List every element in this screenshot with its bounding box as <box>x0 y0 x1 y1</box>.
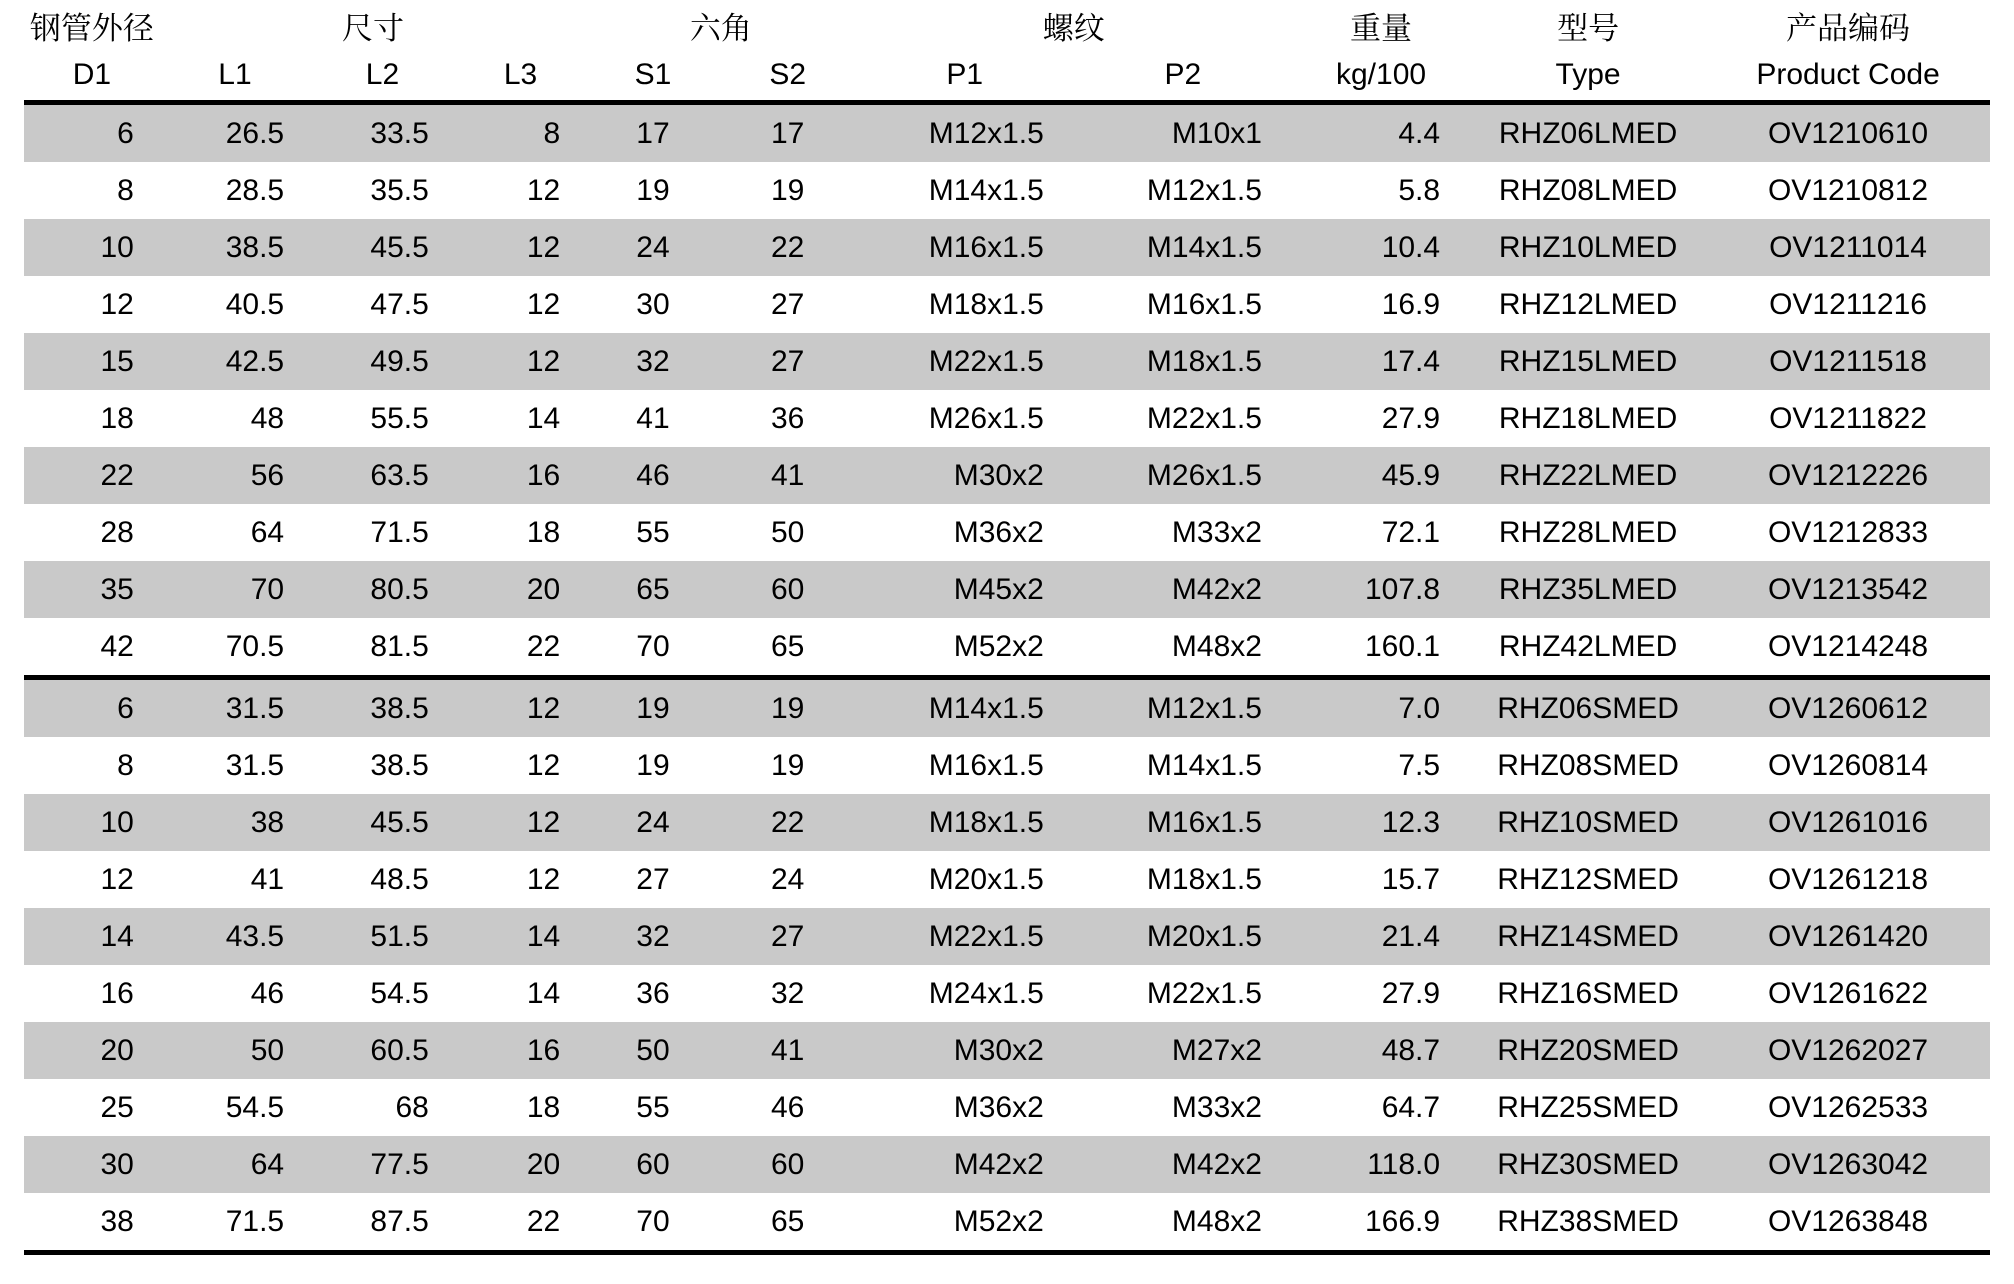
group-header-type: 型号 <box>1557 10 1620 46</box>
cell-p1: M36x2 <box>953 515 1044 549</box>
cell-type: RHZ06LMED <box>1470 103 1706 163</box>
cell-type: RHZ08LMED <box>1498 173 1678 207</box>
group-header-hex: 六角 <box>689 10 752 46</box>
cell-type: RHZ12LMED <box>1498 287 1678 321</box>
cell-weight: 10.4 <box>1292 219 1470 276</box>
cell-weight: 7.5 <box>1398 748 1441 782</box>
cell-s1: 19 <box>636 748 670 782</box>
cell-d1: 30 <box>24 1136 160 1193</box>
cell-l1: 38.5 <box>160 219 310 276</box>
cell-product-code: OV1214248 <box>1767 629 1929 663</box>
cell-s1: 19 <box>586 678 720 738</box>
cell-l3: 18 <box>526 515 561 549</box>
cell-p2: M20x1.5 <box>1074 908 1292 965</box>
cell-product-code: OV1262027 <box>1706 1022 1990 1079</box>
cell-type: RHZ35LMED <box>1470 561 1706 618</box>
cell-s1: 17 <box>586 103 720 163</box>
cell-product-code: OV1211822 <box>1769 401 1927 435</box>
cell-s2: 19 <box>771 748 805 782</box>
cell-d1: 8 <box>117 748 134 782</box>
cell-product-code: OV1260612 <box>1706 678 1990 738</box>
group-header-dimensions: 尺寸 <box>342 10 404 46</box>
cell-weight: 15.7 <box>1381 862 1441 896</box>
cell-weight: 64.7 <box>1381 1090 1441 1124</box>
cell-l1: 41 <box>250 862 285 896</box>
cell-l2: 45.5 <box>310 794 455 851</box>
table-row <box>24 1022 1990 1079</box>
cell-p2: M33x2 <box>1171 515 1262 549</box>
cell-product-code: OV1260814 <box>1767 748 1929 782</box>
cell-s1: 65 <box>586 561 720 618</box>
table-row <box>24 1079 1990 1136</box>
cell-s2: 27 <box>720 908 856 965</box>
cell-p1: M36x2 <box>953 1090 1044 1124</box>
cell-l1: 38 <box>160 794 310 851</box>
cell-l3: 16 <box>455 1022 586 1079</box>
cell-l1: 70.5 <box>225 629 285 663</box>
cell-weight: 5.8 <box>1398 173 1441 207</box>
cell-p1: M22x1.5 <box>856 333 1074 390</box>
cell-l2: 38.5 <box>370 748 429 782</box>
cell-l3: 14 <box>455 908 586 965</box>
cell-l2: 80.5 <box>310 561 455 618</box>
cell-l1: 28.5 <box>225 173 285 207</box>
cell-p2: M22x1.5 <box>1146 976 1262 1010</box>
group-header-outer-diameter: 钢管外径 <box>29 10 154 46</box>
cell-l3: 12 <box>455 794 586 851</box>
cell-d1: 28 <box>100 515 134 549</box>
cell-s2: 24 <box>771 862 805 896</box>
cell-type: RHZ08SMED <box>1497 748 1679 782</box>
cell-s2: 65 <box>720 1193 856 1253</box>
cell-l2: 63.5 <box>310 447 455 504</box>
group-header-weight: 重量 <box>1350 10 1413 46</box>
cell-p1: M45x2 <box>856 561 1074 618</box>
cell-l2: 87.5 <box>310 1193 455 1253</box>
cell-s2: 41 <box>720 447 856 504</box>
cell-product-code: OV1210812 <box>1767 173 1929 207</box>
cell-l3: 12 <box>455 678 586 738</box>
cell-l3: 12 <box>526 173 561 207</box>
cell-type: RHZ30SMED <box>1470 1136 1706 1193</box>
group-header-product-code: 产品编码 <box>1786 10 1911 46</box>
table-row <box>24 219 1990 276</box>
cell-p2: M16x1.5 <box>1146 287 1262 321</box>
specification-table <box>24 0 1990 1255</box>
cell-type: RHZ28LMED <box>1498 515 1678 549</box>
cell-p2: M48x2 <box>1074 1193 1292 1253</box>
table-row <box>24 794 1990 851</box>
cell-s2: 27 <box>720 333 856 390</box>
cell-s2: 36 <box>771 401 805 435</box>
col-header-p1: P1 <box>946 58 984 91</box>
cell-l2: 45.5 <box>310 219 455 276</box>
cell-product-code: OV1210610 <box>1706 103 1990 163</box>
cell-p2: M14x1.5 <box>1074 219 1292 276</box>
table-row <box>24 504 1990 561</box>
table-row <box>24 276 1990 333</box>
cell-l3: 12 <box>455 219 586 276</box>
cell-s1: 60 <box>586 1136 720 1193</box>
cell-p1: M30x2 <box>856 447 1074 504</box>
table-row <box>24 1136 1990 1193</box>
cell-l2: 54.5 <box>370 976 429 1010</box>
cell-d1: 22 <box>24 447 160 504</box>
cell-l2: 33.5 <box>310 103 455 163</box>
cell-product-code: OV1211014 <box>1706 219 1990 276</box>
cell-l2: 38.5 <box>310 678 455 738</box>
cell-l2: 49.5 <box>310 333 455 390</box>
cell-type: RHZ16SMED <box>1497 976 1679 1010</box>
cell-l1: 71.5 <box>160 1193 310 1253</box>
cell-s1: 41 <box>636 401 670 435</box>
cell-d1: 12 <box>100 287 134 321</box>
cell-l1: 64 <box>250 515 285 549</box>
cell-weight: 27.9 <box>1381 401 1441 435</box>
cell-d1: 38 <box>24 1193 160 1253</box>
cell-d1: 10 <box>24 219 160 276</box>
cell-l3: 12 <box>526 287 561 321</box>
cell-d1: 15 <box>24 333 160 390</box>
cell-s1: 24 <box>586 794 720 851</box>
cell-l1: 70 <box>160 561 310 618</box>
cell-l3: 14 <box>526 401 561 435</box>
cell-d1: 6 <box>24 103 160 163</box>
table-row <box>24 447 1990 504</box>
cell-product-code: OV1263848 <box>1706 1193 1990 1253</box>
cell-type: RHZ14SMED <box>1470 908 1706 965</box>
cell-p1: M14x1.5 <box>928 173 1044 207</box>
cell-p1: M26x1.5 <box>928 401 1044 435</box>
cell-p1: M18x1.5 <box>856 794 1074 851</box>
cell-l1: 43.5 <box>160 908 310 965</box>
col-header-d1: D1 <box>72 58 112 91</box>
cell-l3: 22 <box>455 1193 586 1253</box>
cell-s2: 19 <box>771 173 805 207</box>
cell-d1: 42 <box>100 629 134 663</box>
cell-l1: 54.5 <box>225 1090 285 1124</box>
cell-p1: M42x2 <box>856 1136 1074 1193</box>
cell-l2: 35.5 <box>370 173 429 207</box>
col-header-s2: S2 <box>769 58 807 91</box>
cell-p2: M10x1 <box>1074 103 1292 163</box>
col-header-l2: L2 <box>365 58 400 91</box>
sub-header-row <box>24 50 1990 103</box>
cell-type: RHZ18LMED <box>1498 401 1678 435</box>
cell-s1: 24 <box>586 219 720 276</box>
cell-d1: 10 <box>24 794 160 851</box>
col-header-type: Type <box>1555 58 1621 91</box>
cell-weight: 166.9 <box>1292 1193 1470 1253</box>
cell-l2: 71.5 <box>370 515 429 549</box>
table-row <box>24 1193 1990 1253</box>
cell-l3: 20 <box>455 1136 586 1193</box>
cell-type: RHZ38SMED <box>1470 1193 1706 1253</box>
cell-l3: 16 <box>455 447 586 504</box>
cell-product-code: OV1211518 <box>1706 333 1990 390</box>
cell-weight: 17.4 <box>1292 333 1470 390</box>
cell-s2: 22 <box>720 794 856 851</box>
table-row <box>24 561 1990 618</box>
group-header-thread: 螺纹 <box>1042 10 1105 46</box>
col-header-product-code: Product Code <box>1756 58 1940 91</box>
cell-product-code: OV1263042 <box>1706 1136 1990 1193</box>
table-row <box>24 737 1990 794</box>
cell-product-code: OV1212226 <box>1706 447 1990 504</box>
cell-weight: 16.9 <box>1381 287 1441 321</box>
cell-type: RHZ42LMED <box>1498 629 1678 663</box>
cell-d1: 20 <box>24 1022 160 1079</box>
cell-product-code: OV1261622 <box>1767 976 1929 1010</box>
cell-l2: 55.5 <box>370 401 429 435</box>
cell-p2: M18x1.5 <box>1074 333 1292 390</box>
table-header <box>24 0 1990 103</box>
cell-p2: M22x1.5 <box>1146 401 1262 435</box>
cell-p2: M27x2 <box>1074 1022 1292 1079</box>
cell-s1: 32 <box>586 333 720 390</box>
cell-s1: 70 <box>586 1193 720 1253</box>
cell-l3: 18 <box>526 1090 561 1124</box>
cell-s2: 41 <box>720 1022 856 1079</box>
cell-l3: 12 <box>526 862 561 896</box>
table-row <box>24 618 1990 678</box>
cell-s1: 55 <box>636 515 670 549</box>
cell-s1: 55 <box>636 1090 670 1124</box>
cell-l1: 26.5 <box>160 103 310 163</box>
cell-s2: 60 <box>720 1136 856 1193</box>
bottom-spacer <box>24 1255 1990 1284</box>
cell-s2: 32 <box>771 976 805 1010</box>
cell-s1: 27 <box>636 862 670 896</box>
cell-d1: 6 <box>24 678 160 738</box>
cell-s2: 22 <box>720 219 856 276</box>
cell-weight: 160.1 <box>1365 629 1441 663</box>
cell-weight: 4.4 <box>1292 103 1470 163</box>
cell-s2: 65 <box>771 629 805 663</box>
cell-product-code: OV1261420 <box>1706 908 1990 965</box>
cell-s2: 50 <box>771 515 805 549</box>
cell-d1: 35 <box>24 561 160 618</box>
cell-p1: M14x1.5 <box>856 678 1074 738</box>
cell-l1: 56 <box>160 447 310 504</box>
cell-weight: 21.4 <box>1292 908 1470 965</box>
cell-s2: 27 <box>771 287 805 321</box>
table-row <box>24 965 1990 1022</box>
cell-s2: 60 <box>720 561 856 618</box>
cell-weight: 48.7 <box>1292 1022 1470 1079</box>
cell-s1: 32 <box>586 908 720 965</box>
cell-p1: M52x2 <box>856 1193 1074 1253</box>
cell-l2: 51.5 <box>310 908 455 965</box>
cell-s2: 19 <box>720 678 856 738</box>
col-header-weight: kg/100 <box>1335 58 1427 91</box>
cell-product-code: OV1212833 <box>1767 515 1929 549</box>
table-row <box>24 103 1990 163</box>
cell-p1: M18x1.5 <box>928 287 1044 321</box>
cell-d1: 8 <box>117 173 134 207</box>
cell-s2: 17 <box>720 103 856 163</box>
cell-l1: 31.5 <box>225 748 285 782</box>
cell-weight: 7.0 <box>1292 678 1470 738</box>
col-header-s1: S1 <box>634 58 672 91</box>
cell-s1: 70 <box>636 629 670 663</box>
cell-p1: M12x1.5 <box>856 103 1074 163</box>
cell-l3: 22 <box>526 629 561 663</box>
table-body <box>24 103 1990 1253</box>
group-header-row <box>24 0 1990 50</box>
cell-p1: M16x1.5 <box>856 219 1074 276</box>
cell-l2: 47.5 <box>370 287 429 321</box>
cell-p2: M12x1.5 <box>1146 173 1262 207</box>
cell-s1: 50 <box>586 1022 720 1079</box>
table-row <box>24 851 1990 908</box>
cell-type: RHZ15LMED <box>1470 333 1706 390</box>
table-row <box>24 162 1990 219</box>
cell-s1: 46 <box>586 447 720 504</box>
cell-l1: 50 <box>160 1022 310 1079</box>
cell-weight: 118.0 <box>1292 1136 1470 1193</box>
cell-d1: 14 <box>24 908 160 965</box>
cell-weight: 27.9 <box>1381 976 1441 1010</box>
cell-p2: M14x1.5 <box>1146 748 1262 782</box>
cell-p1: M52x2 <box>953 629 1044 663</box>
cell-p2: M42x2 <box>1074 561 1292 618</box>
cell-l1: 64 <box>160 1136 310 1193</box>
table-row <box>24 333 1990 390</box>
cell-l3: 12 <box>455 333 586 390</box>
cell-weight: 45.9 <box>1292 447 1470 504</box>
col-header-l1: L1 <box>218 58 252 91</box>
cell-p2: M12x1.5 <box>1074 678 1292 738</box>
cell-product-code: OV1262533 <box>1767 1090 1929 1124</box>
cell-weight: 12.3 <box>1292 794 1470 851</box>
cell-p1: M30x2 <box>856 1022 1074 1079</box>
cell-weight: 107.8 <box>1292 561 1470 618</box>
cell-l1: 46 <box>250 976 285 1010</box>
cell-p2: M26x1.5 <box>1074 447 1292 504</box>
cell-type: RHZ10SMED <box>1470 794 1706 851</box>
cell-l3: 12 <box>526 748 561 782</box>
cell-l2: 81.5 <box>370 629 429 663</box>
cell-s1: 36 <box>636 976 670 1010</box>
cell-l2: 48.5 <box>370 862 429 896</box>
cell-l1: 31.5 <box>160 678 310 738</box>
cell-l2: 60.5 <box>310 1022 455 1079</box>
cell-p1: M24x1.5 <box>928 976 1044 1010</box>
cell-product-code: OV1213542 <box>1706 561 1990 618</box>
cell-product-code: OV1261016 <box>1706 794 1990 851</box>
cell-p2: M48x2 <box>1171 629 1262 663</box>
cell-type: RHZ25SMED <box>1497 1090 1679 1124</box>
table-row <box>24 678 1990 738</box>
cell-type: RHZ12SMED <box>1497 862 1679 896</box>
cell-p2: M33x2 <box>1171 1090 1262 1124</box>
cell-l1: 40.5 <box>225 287 285 321</box>
cell-p1: M20x1.5 <box>928 862 1044 896</box>
cell-p2: M16x1.5 <box>1074 794 1292 851</box>
cell-l3: 20 <box>455 561 586 618</box>
cell-type: RHZ06SMED <box>1470 678 1706 738</box>
cell-l3: 14 <box>526 976 561 1010</box>
cell-d1: 25 <box>100 1090 134 1124</box>
cell-s1: 19 <box>636 173 670 207</box>
cell-product-code: OV1261218 <box>1767 862 1929 896</box>
table-row <box>24 390 1990 447</box>
cell-weight: 72.1 <box>1381 515 1441 549</box>
col-header-p2: P2 <box>1164 58 1202 91</box>
cell-l2: 77.5 <box>310 1136 455 1193</box>
cell-p1: M16x1.5 <box>928 748 1044 782</box>
table-row <box>24 908 1990 965</box>
cell-l1: 48 <box>250 401 285 435</box>
cell-type: RHZ10LMED <box>1470 219 1706 276</box>
cell-d1: 16 <box>100 976 134 1010</box>
cell-l3: 8 <box>455 103 586 163</box>
cell-l2: 68 <box>395 1090 429 1124</box>
cell-type: RHZ20SMED <box>1470 1022 1706 1079</box>
cell-d1: 12 <box>100 862 134 896</box>
cell-s1: 30 <box>636 287 670 321</box>
cell-s2: 46 <box>771 1090 805 1124</box>
cell-p2: M42x2 <box>1074 1136 1292 1193</box>
cell-p2: M18x1.5 <box>1146 862 1262 896</box>
cell-product-code: OV1211216 <box>1769 287 1927 321</box>
cell-type: RHZ22LMED <box>1470 447 1706 504</box>
cell-d1: 18 <box>100 401 134 435</box>
col-header-l3: L3 <box>503 58 538 91</box>
cell-l1: 42.5 <box>160 333 310 390</box>
cell-p1: M22x1.5 <box>856 908 1074 965</box>
